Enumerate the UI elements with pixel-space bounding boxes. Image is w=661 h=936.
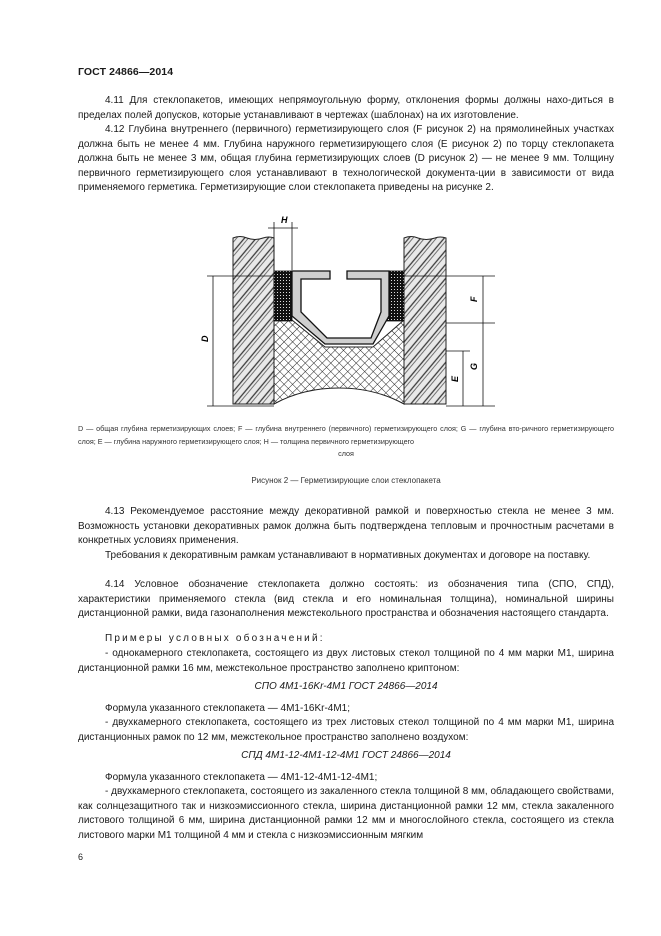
- label-h: H: [281, 215, 288, 225]
- example-3: - двухкамерного стеклопакета, состоящего из закаленного стекла толщиной 8 мм, обладающего свойствами, как солнцезащитного так и низкоэмиссионного стекла, ширина дистанционной рамки 12 мм, стекла закаленного листового толщиной 6 мм, ширина дистанционной рамки 12 мм и многослойного стекла, состоящего из стекла листового марки М1 толщиной 4 мм и стекла с низкоэмиссионным мягким: [78, 786, 614, 841]
- document-header: ГОСТ 24866—2014: [78, 66, 174, 78]
- secondary-sealant: [274, 320, 404, 404]
- primary-sealant-left: [274, 271, 292, 321]
- legend-text: D — общая глубина герметизирующих слоев; F — глубина внутреннего (первичного) герметизирующего слоя; G — глубина вто-ричного герметизирующего слоя; E — глубина наружного герметизирующего слоя; H — толщина первичного герметизирующего: [78, 424, 614, 446]
- paragraph-4-12: 4.12 Глубина внутреннего (первичного) герметизирующего слоя (F рисунок 2) на прямолинейных участках должна быть не менее 4 мм. Глубина наружного герметизирующего слоя (E рисунок 2) по торцу стеклопакета должна быть не менее 3 мм, общая глубина герметизирующих слоев (D рисунок 2) — не менее 9 мм. Толщину первичного герметизирующего слоя устанавливают в технологической документа-ции в зависимости от вида применяемого герметика. Герметизирующие слои стеклопакета приведены на рисунке 2.: [78, 124, 614, 194]
- label-e: E: [450, 375, 460, 382]
- glass-pane-right: [404, 237, 446, 405]
- label-f: F: [469, 296, 479, 302]
- example-2: - двухкамерного стеклопакета, состоящего из трех листовых стекол толщиной по 4 мм марки М1, ширина дистанционных рамок по 12 мм, межстекольное пространство заполнено воздухом:: [78, 717, 614, 743]
- figure-sealant-layers: [195, 210, 515, 415]
- label-d: D: [200, 335, 210, 342]
- formula-1: Формула указанного стеклопакета — 4М1-16Kr-4М1;: [105, 703, 351, 714]
- paragraph-4-14: 4.14 Условное обозначение стеклопакета должно состоять: из обозначения типа (СПО, СПД), характеристики применяемого стекла (вид стекла и его номинальная толщина), номинальной ширины дистанционной рамки, вида газонаполнения межстекольного пространства и обозначения настоящего стандарта.: [78, 579, 614, 620]
- designation-code-1: СПО 4М1-16Kr-4М1 ГОСТ 24866—2014: [254, 681, 438, 692]
- formula-2: Формула указанного стеклопакета — 4М1-12-4М1-12-4М1;: [105, 772, 378, 783]
- examples-title: Примеры условных обозначений:: [105, 633, 325, 644]
- paragraph-4-13-frames: Требования к декоративным рамкам устанавливают в нормативных документах и договоре на поставку.: [105, 550, 591, 561]
- glass-pane-left: [233, 237, 274, 405]
- paragraph-4-11: 4.11 Для стеклопакетов, имеющих непрямоугольную форму, отклонения формы должны нахо-диться в пределах полей допусков, которые устанавливают в чертежах (шаблонах) на их изготовление.: [78, 95, 614, 121]
- page-number: 6: [78, 852, 84, 862]
- paragraph-4-13: 4.13 Рекомендуемое расстояние между декоративной рамкой и поверхностью стекла не менее 3 мм. Возможность установки декоративных рамок должна быть подтверждена тепловым и прочностным расчетами в конкретных условиях применения.: [78, 506, 614, 547]
- designation-code-2: СПД 4М1-12-4М1-12-4М1 ГОСТ 24866—2014: [241, 750, 451, 761]
- label-g: G: [469, 362, 479, 370]
- figure-legend: [78, 423, 614, 461]
- legend-text-end: слоя: [338, 449, 354, 458]
- figure-caption: Рисунок 2 — Герметизирующие слои стеклопакета: [251, 476, 441, 485]
- example-1: - однокамерного стеклопакета, состоящего из двух листовых стекол толщиной по 4 мм марки М1, ширина дистанционной рамки 16 мм, межстекольное пространство заполнено криптоном:: [78, 648, 614, 674]
